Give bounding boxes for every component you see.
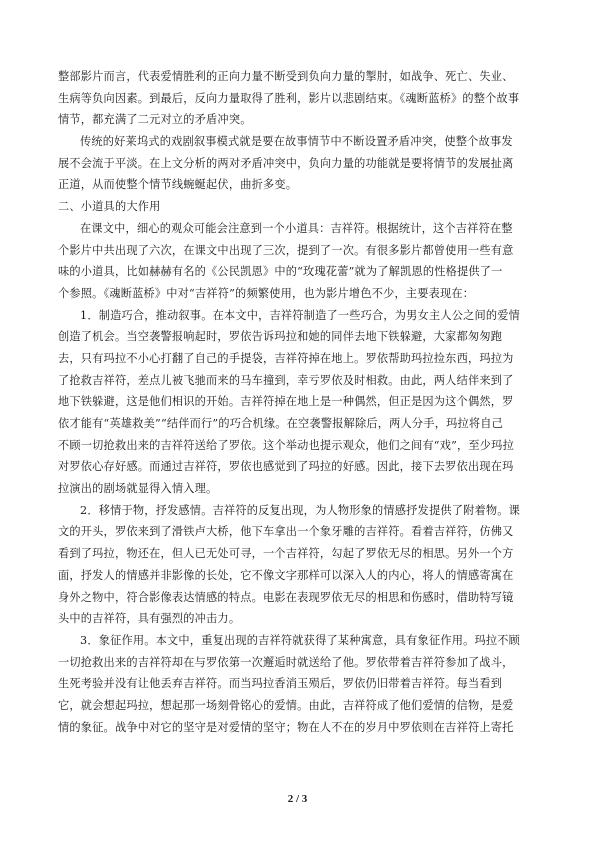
text-line: 2．移情于物，抒发感情。吉祥符的反复出现，为人物形象的情感抒发提供了附着物。课: [80, 503, 521, 517]
text-line: 情的象征。战争中对它的坚守是对爱情的坚守；物在人不在的岁月中罗依则在吉祥符上寄托: [58, 720, 514, 734]
body-text: [58, 66, 540, 738]
text-line: 味的小道具，比如赫赫有名的《公民凯恩》中的“玫瑰花蕾”就为了解凯恩的性格提供了一: [58, 265, 503, 279]
text-line: 正道，从而使整个情节线蜿蜒起伏，曲折多变。: [58, 178, 298, 192]
text-line: 不顾一切抢救出来的吉祥符送给了罗依。这个举动也提示观众，他们之间有“戏”，至少玛拉: [58, 438, 514, 452]
text-line: 它，就会想起玛拉，想起那一场刻骨铭心的爱情。由此，吉祥符成了他们爱情的信物，是爱: [58, 698, 514, 712]
text-line: 头中的吉祥符，具有强烈的冲击力。: [58, 612, 241, 626]
text-line: 生死考验并没有让他丢弃吉祥符。而当玛拉香消玉殒后，罗依仍旧带着吉祥符。每当看到: [58, 677, 503, 691]
text-line: 去，只有玛拉不小心打翻了自己的手提袋，吉祥符掉在地上。罗依帮助玛拉捡东西，玛拉为: [58, 351, 514, 365]
text-line: 地下铁躲避，这是他们相识的开始。吉祥符掉在地上是一种偶然，但正是因为这个偶然，罗: [58, 395, 514, 409]
text-line: 情节，都充满了二元对立的矛盾冲突。: [58, 113, 252, 127]
text-line: 个参照。《魂断蓝桥》中对“吉祥符”的频繁使用，也为影片增色不少，主要表现在：: [58, 286, 475, 300]
text-line: 展不会流于平淡。在上文分析的两对矛盾冲突中，负向力量的功能就是要将情节的发展扯离: [58, 156, 514, 170]
text-line: 一切抢救出来的吉祥符却在与罗依第一次邂逅时就送给了他。罗依带着吉祥符参加了战斗，: [58, 655, 514, 669]
text-line: 1．制造巧合，推动叙事。在本文中，吉祥符制造了一些巧合，为男女主人公之间的爱情: [80, 308, 521, 322]
page-number: 2 / 3: [287, 793, 308, 805]
text-line: 拉演出的剧场就显得入情入理。: [58, 482, 218, 496]
text-line: 面，抒发人的情感并非影像的长处，它不像文字那样可以深入人的内心，将人的情感寄寓在: [58, 568, 514, 582]
text-line: 看到了玛拉，物还在，但人已无处可寻，一个吉祥符，勾起了罗依无尽的相思。另外一个方: [58, 547, 514, 561]
section-heading: 二、小道具的大作用: [58, 200, 161, 214]
text-line: 创造了机会。当空袭警报响起时，罗依告诉玛拉和她的同伴去地下铁躲避，大家都匆匆跑: [58, 330, 503, 344]
text-line: 对罗依心存好感。而通过吉祥符，罗依也感觉到了玛拉的好感。因此，接下去罗依出现在玛: [58, 460, 514, 474]
text-line: 了抢救吉祥符，差点儿被飞驰而来的马车撞到，幸亏罗依及时相救。由此，两人结伴来到了: [58, 373, 514, 387]
text-line: 依才能有“英雄救美”“结伴而行”的巧合机缘。在空袭警报解除后，两人分手，玛拉将自己: [58, 417, 504, 430]
text-line: 身外之物中，符合影像表达情感的特点。电影在表现罗依无尽的相思和伤感时，借助特写镜: [58, 590, 514, 604]
text-line: 生病等负向因素。到最后，反向力量取得了胜利，影片以悲剧结束。《魂断蓝桥》的整个故事: [58, 91, 520, 105]
text-line: 个影片中共出现了六次，在课文中出现了三次，提到了一次。有很多影片都曾使用一些有意: [58, 243, 514, 257]
text-line: 3．象征作用。本文中，重复出现的吉祥符就获得了某种寓意，具有象征作用。玛拉不顾: [80, 633, 521, 647]
text-line: 文的开头，罗依来到了滑铁卢大桥，他下车拿出一个象牙雕的吉祥符。看着吉祥符，仿佛又: [58, 525, 514, 539]
text-line: 传统的好莱坞式的戏剧叙事模式就是要在故事情节中不断设置矛盾冲突，使整个故事发: [80, 135, 513, 149]
text-line: 整部影片而言，代表爱情胜利的正向力量不断受到负向力量的掣肘，如战争、死亡、失业、: [58, 70, 514, 83]
text-line: 在课文中，细心的观众可能会注意到一个小道具：吉祥符。根据统计，这个吉祥符在整: [80, 221, 513, 235]
